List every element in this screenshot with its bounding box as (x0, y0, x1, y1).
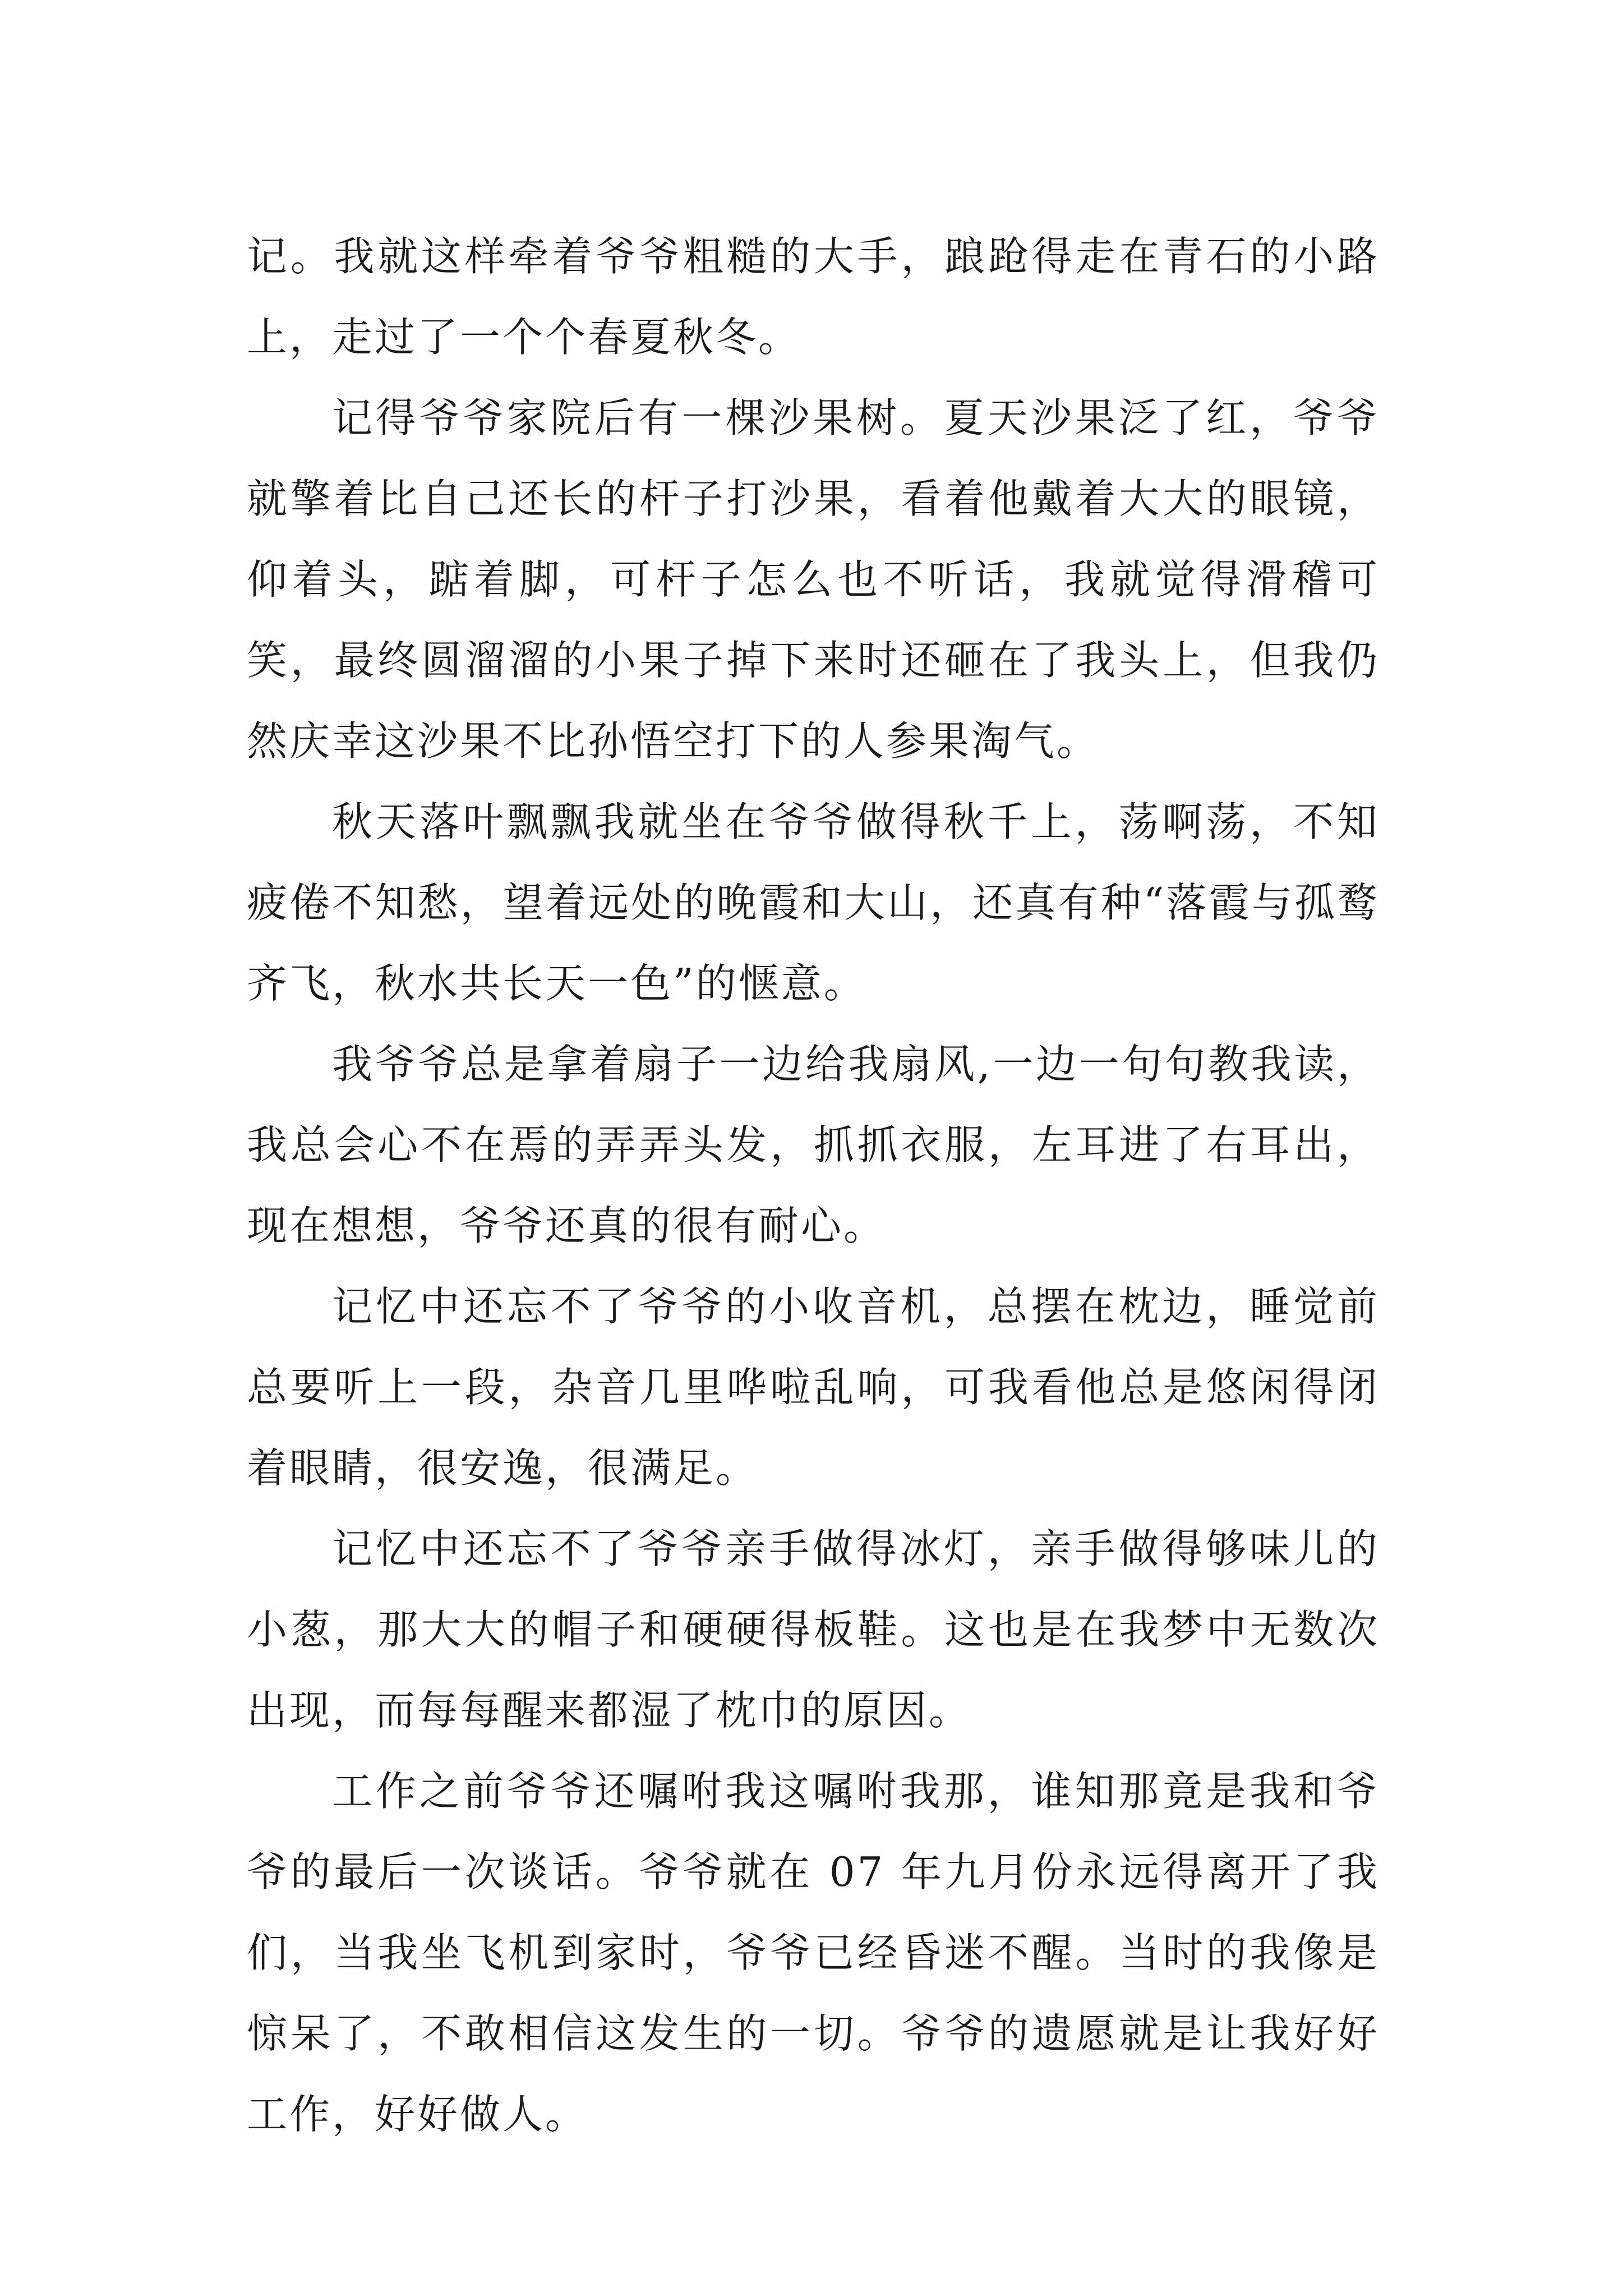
paragraph-shaguo-tree: 记得爷爷家院后有一棵沙果树。夏天沙果泛了红，爷爷就擎着比自己还长的杆子打沙果，看着他戴着大大的眼镜，仰着头，踮着脚，可杆子怎么也不听话，我就觉得滑稽可笑，最终圆溜溜的小果子掉下来时还砸在了我头上，但我仍然庆幸这沙果不比孙悟空打下的人参果淘气。 (247, 394, 1380, 765)
paragraph-radio: 记忆中还忘不了爷爷的小收音机，总摆在枕边，睡觉前总要听上一段，杂音几里哗啦乱响，可我看他总是悠闲得闭着眼睛，很安逸，很满足。 (247, 1283, 1380, 1492)
paragraph-continuation: 记。我就这样牵着爷爷粗糙的大手，踉跄得走在青石的小路上，走过了一个个春夏秋冬。 (247, 233, 1380, 361)
paragraph-fan-reading: 我爷爷总是拿着扇子一边给我扇风,一边一句句教我读，我总会心不在焉的弄弄头发，抓抓衣服，左耳进了右耳出，现在想想，爷爷还真的很有耐心。 (247, 1041, 1380, 1249)
document-body (247, 216, 1380, 2155)
paragraph-last-talk: 工作之前爷爷还嘱咐我这嘱咐我那，谁知那竟是我和爷爷的最后一次谈话。爷爷就在 07 年九月份永远得离开了我们，当我坐飞机到家时，爷爷已经昏迷不醒。当时的我像是惊呆了，不敢相信这发生的一切。爷爷的遗愿就是让我好好工作，好好做人。 (247, 1768, 1380, 2138)
paragraph-ice-lantern: 记忆中还忘不了爷爷亲手做得冰灯，亲手做得够味儿的小葱，那大大的帽子和硬硬得板鞋。这也是在我梦中无数次出现，而每每醒来都湿了枕巾的原因。 (247, 1525, 1380, 1734)
paragraph-autumn-swing: 秋天落叶飘飘我就坐在爷爷做得秋千上，荡啊荡，不知疲倦不知愁，望着远处的晚霞和大山，还真有种“落霞与孤鹜齐飞，秋水共长天一色”的惬意。 (247, 798, 1380, 1007)
